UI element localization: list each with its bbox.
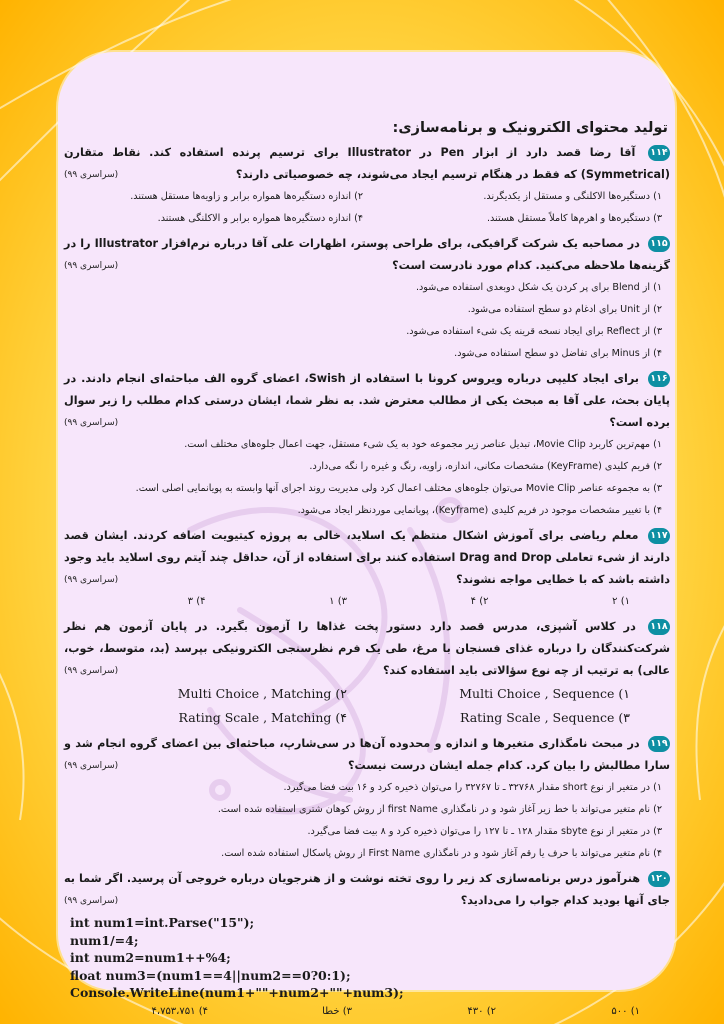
code-line: int num1=int.Parse("15"); [70,915,255,930]
option-2[interactable]: ۲) اندازه دستگیره‌ها همواره برابر و زاویه‌ها مستقل هستند. [130,191,363,202]
option-4[interactable]: ۴) اندازه دستگیره‌ها همواره برابر و الاکلنگی هستند. [157,213,363,224]
question-text: در مصاحبه یک شرکت گرافیکی، برای طراحی پوستر، اظهارات علی آقا درباره نرم‌افزار Illustrator را در گزینه‌ها ملاحظه می‌کنید. کدام مورد نادرست است؟ [64,237,670,272]
option-2[interactable]: ۲) نام متغیر می‌تواند با خط زیر آغاز شود و در نامگذاری first Name از روش کوهان شتری استفاده شده است. [217,804,662,815]
question-number: ۱۱۴ [648,145,670,161]
question-119 [64,733,670,865]
question-number: ۱۱۸ [648,619,670,635]
question-text: هنرآموز درس برنامه‌سازی کد زیر را روی تخته نوشت و از هنرجویان درباره خروجی آن پرسید. اگر شما به جای آنها بودید کدام جواب را می‌دادید؟ [64,872,670,907]
question-117 [64,525,670,613]
code-line: float num3=(num1==4||num2==0?0:1); [70,967,351,983]
question-number: ۱۱۵ [648,236,670,252]
source-tag: (سراسری ۹۹) [64,575,119,585]
question-number: ۱۱۷ [648,528,670,544]
option-2[interactable]: ۲) فریم کلیدی (KeyFrame) مشخصات مکانی، اندازه، زاویه، رنگ و غیره را نگه می‌دارد. [309,461,662,472]
option-2[interactable]: ۲) از Unit برای ادغام دو سطح استفاده می‌شود. [467,304,662,315]
options [64,591,670,613]
option-1[interactable]: ۱) دستگیره‌ها الاکلنگی و مستقل از یکدیگرند. [483,191,662,202]
options [64,277,670,365]
option-4[interactable]: ۴) با تغییر مشخصات موجود در فریم کلیدی (Keyframe)، پویانمایی موردنظر ایجاد می‌شود. [297,505,662,516]
question-120 [64,868,670,1022]
option-4[interactable]: ۴) نام متغیر می‌تواند با حرف یا رقم آغاز شود و در نامگذاری First Name از روش پاسکال استفاده شده است. [221,848,662,859]
question-number: ۱۱۶ [648,371,670,387]
option-3[interactable]: ۳) Rating Scale , Sequence [460,710,630,725]
source-tag: (سراسری ۹۹) [64,170,119,180]
option-3[interactable]: ۳) ۱ [329,596,347,607]
option-3[interactable]: ۳) از Reflect برای ایجاد نسخه قرینه یک شیء استفاده می‌شود. [406,326,662,337]
question-116 [64,368,670,522]
options [64,434,670,522]
code-line: Console.WriteLine(num1+""+num2+""+num3); [70,985,404,1000]
option-1[interactable]: ۱) ۵۰۰ [611,1005,640,1017]
option-2[interactable]: ۲) ۴ [470,596,489,607]
question-114 [64,142,670,230]
source-tag: (سراسری ۹۹) [64,666,119,676]
code-line: num1/=4; [70,932,139,948]
option-2[interactable]: ۲) ۴۳۰ [467,1005,496,1017]
option-3[interactable]: ۳) به مجموعه عناصر Movie Clip می‌توان جلوه‌های مختلف اعمال کرد ولی مدیریت روند اجرای آنها وابسته به پویانمایی اصلی است. [135,483,662,494]
option-1[interactable]: ۱) مهم‌ترین کاربرد Movie Clip، تبدیل عناصر زیر مجموعه خود به یک شیء مستقل، جهت اعمال جلوه‌های مختلف است. [184,439,662,450]
option-4[interactable]: ۴) از Minus برای تفاضل دو سطح استفاده می‌شود. [454,348,662,359]
options [64,186,670,230]
option-2[interactable]: ۲) Multi Choice , Matching [177,686,347,701]
option-1[interactable]: ۱) از Blend برای پر کردن یک شکل دوبعدی استفاده می‌شود. [415,282,662,293]
section-heading: تولید محتوای الکترونیک و برنامه‌سازی: [392,120,668,136]
question-115 [64,233,670,365]
question-text: معلم ریاضی برای آموزش اشکال منتظم یک اسلاید، خالی به پروژه کیتیویت اضافه کردند. ایشان قصد دارند از شیء تعاملی Drag and Drop استفاده کنند برای استفاده از آن، حداقل چند آیتم روی اسلاید باید وجود داشته باشد که با خطایی مواجه نشوند؟ [64,529,671,586]
option-1[interactable]: ۱) ۲ [612,596,630,607]
option-1[interactable]: ۱) در متغیر از نوع short مقدار ۳۲۷۶۸ ـ تا ۳۲۷۶۷ را می‌توان ذخیره کرد و ۱۶ بیت فضا می‌گیرد. [283,782,662,793]
source-tag: (سراسری ۹۹) [64,418,119,428]
option-4[interactable]: ۴) ۳ [187,596,206,607]
option-3[interactable]: ۳) خطا [322,1005,352,1017]
options [64,1002,670,1022]
question-number: ۱۱۹ [648,736,670,752]
question-118 [64,616,670,730]
options [64,682,670,730]
option-3[interactable]: ۳) دستگیره‌ها و اهرم‌ها کاملاً مستقل هستند. [486,213,662,224]
source-tag: (سراسری ۹۹) [64,761,119,771]
question-text: آقا رضا قصد دارد از ابزار Pen در Illustrator برای ترسیم پرنده استفاده کند. نقاط متقارن (Symmetrical) که فقط در هنگام ترسیم ایجاد می‌شوند، چه خصوصیاتی دارند؟ [64,146,670,181]
option-3[interactable]: ۳) در متغیر از نوع sbyte مقدار ۱۲۸ ـ تا ۱۲۷ را می‌توان ذخیره کرد و ۸ بیت فضا می‌گیرد. [307,826,662,837]
source-tag: (سراسری ۹۹) [64,896,119,906]
option-4[interactable]: ۴) Rating Scale , Matching [178,710,347,725]
question-text: برای ایجاد کلیپی درباره ویروس کرونا با استفاده از Swish، اعضای گروه الف مباحثه‌ای انجام دادند. در پایان بحث، علی آقا به مبحث یکی از مطالب معترض شد. به نظر شما، ایشان درستی کدام مطلب را زیر سوال برده است؟ [64,372,670,429]
document-content [64,118,671,1017]
code-block [64,914,670,1002]
question-text: در کلاس آشپزی، مدرس قصد دارد دستور پخت غذاها را آزمون بگیرد. در پایان آزمون هم نظر شرکت‌کنندگان را درباره غذای فسنجان با مرغ، طی یک فرم نظرسنجی الکترونیکی بپرسد (بد، متوسط، خوب، عالی) به ترتیب از چه نوع سؤالاتی باید استفاده کند؟ [64,620,670,677]
question-number: ۱۲۰ [648,871,670,887]
option-1[interactable]: ۱) Multi Choice , Sequence [459,686,630,701]
code-line: int num2=num1++%4; [70,950,231,965]
source-tag: (سراسری ۹۹) [64,261,119,271]
option-4[interactable]: ۴) ۴،۷۵۳،۷۵۱ [151,1005,208,1017]
options [64,777,670,865]
question-text: در مبحث نامگذاری متغیرها و اندازه و محدوده آن‌ها در سی‌شارپ، مباحثه‌ای بین اعضای گروه انجام شد و سارا مطالبش را بیان کرد. کدام جمله ایشان درست نیست؟ [64,737,670,772]
